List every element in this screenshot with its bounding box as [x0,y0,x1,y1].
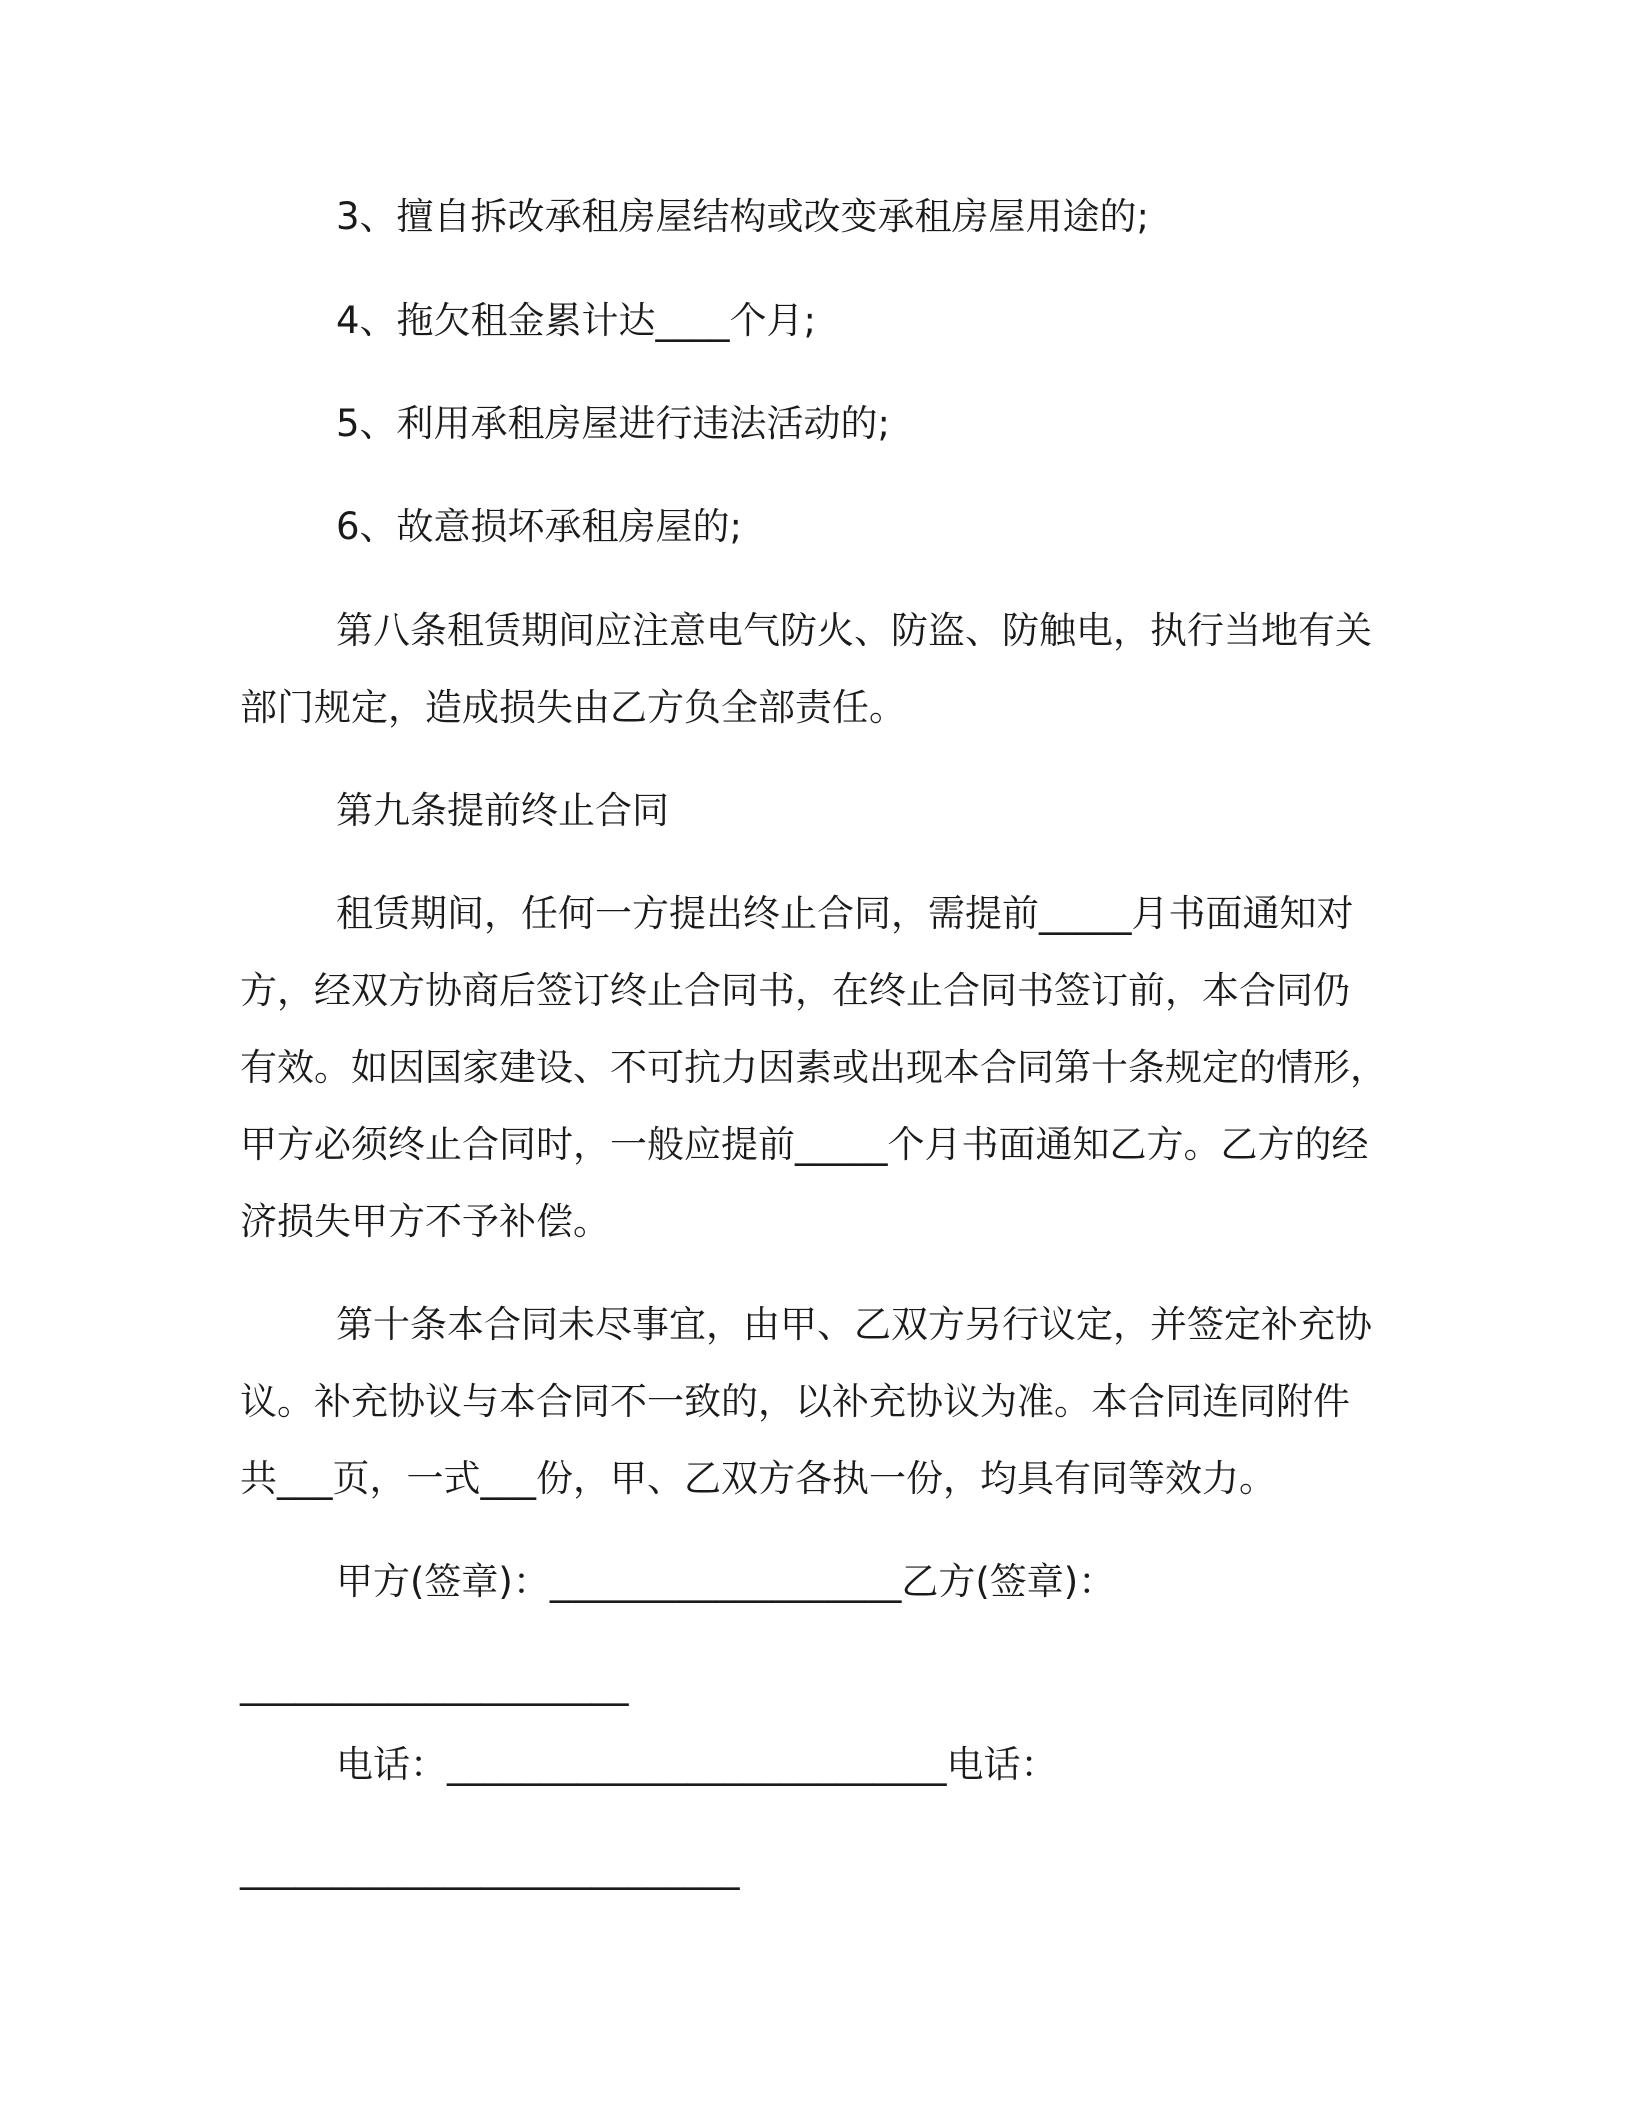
clause-item-4: 4、拖欠租金累计达____个月; [336,299,817,342]
article-8-line-2: 部门规定，造成损失由乙方负全部责任。 [240,686,906,729]
article-10-line-2: 议。补充协议与本合同不一致的，以补充协议为准。本合同连同附件 [240,1380,1350,1423]
article-9-line-4: 甲方必须终止合同时，一般应提前_____个月书面通知乙方。乙方的经 [240,1123,1369,1166]
clause-item-6: 6、故意损坏承租房屋的; [336,505,743,548]
article-8-line-1: 第八条租赁期间应注意电气防火、防盗、防触电，执行当地有关 [336,609,1372,652]
article-10-line-3: 共___页，一式___份，甲、乙双方各执一份，均具有同等效力。 [240,1457,1276,1500]
clause-item-5: 5、利用承租房屋进行违法活动的; [336,402,891,445]
signature-line-continuation: _____________________ [240,1663,629,1706]
article-9-title: 第九条提前终止合同 [336,789,669,832]
article-8 [240,592,1390,746]
article-10 [240,1286,1390,1517]
article-9-body [240,875,1390,1260]
signature-line-parties: 甲方(签章)：___________________乙方(签章)： [336,1560,1116,1603]
article-9-line-1: 租赁期间，任何一方提出终止合同，需提前_____月书面通知对 [336,892,1354,935]
article-9-line-5: 济损失甲方不予补偿。 [240,1200,610,1243]
article-10-line-1: 第十条本合同未尽事宜，由甲、乙双方另行议定，并签定补充协 [336,1303,1372,1346]
phone-line-continuation: ___________________________ [240,1847,740,1890]
phone-line: 电话：___________________________电话： [336,1743,1058,1786]
article-9-line-2: 方，经双方协商后签订终止合同书，在终止合同书签订前，本合同仍 [240,969,1350,1012]
article-9-line-3: 有效。如因国家建设、不可抗力因素或出现本合同第十条规定的情形， [240,1046,1387,1089]
clause-item-3: 3、擅自拆改承租房屋结构或改变承租房屋用途的; [336,195,1150,238]
